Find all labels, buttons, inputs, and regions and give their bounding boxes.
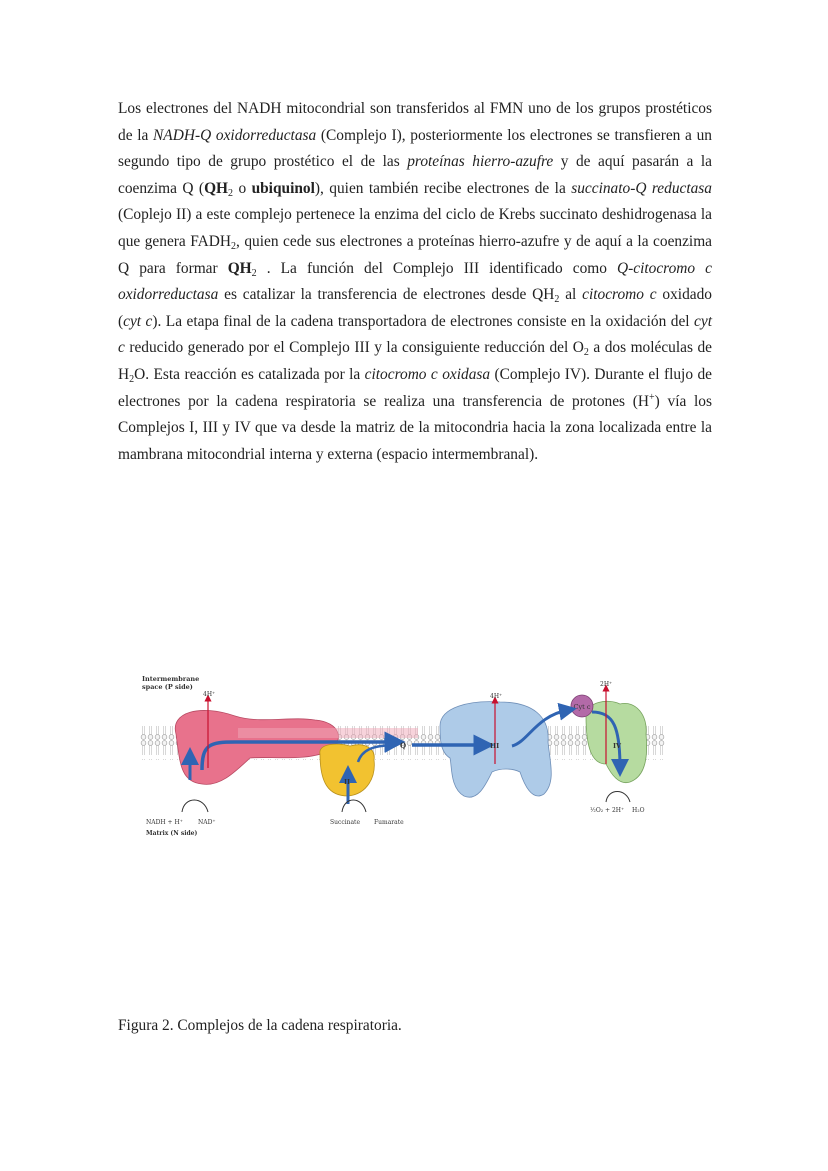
subscript: 2 [554,294,560,306]
label-protons-iv: 2H⁺ [600,681,613,688]
respiratory-chain-figure [140,672,670,847]
term-cyt-c: cyt c [118,312,712,357]
label-intermembrane: Intermembrane [142,675,200,683]
text-run: , quien cede sus electrones a proteínas hierro-azufre y de aquí a la coenzima Q para formar [118,232,713,277]
text-run: (Complejo IV). Durante el flujo de electrones por la cadena respiratoria se realiza una transferencia de protones (H [118,365,712,410]
term-nadh-q-oxidorreductasa: NADH-Q oxidorreductasa [153,126,317,144]
subscript: 2 [129,373,135,385]
text-run: ). La etapa final de la cadena transportadora de electrones consiste en la oxidación del [152,312,695,330]
label-o2-reaction: ½O₂ + 2H⁺ [590,807,625,814]
text-run: y de aquí pasarán a la coenzima Q ( [118,153,712,197]
term-citocromo-c-oxidasa: citocromo c oxidasa [364,365,491,383]
label-matrix: Matrix (N side) [146,830,198,837]
label-protons-iii: 4H⁺ [490,693,503,700]
label-intermembrane-side: space (P side) [142,683,193,691]
label-fumarate: Fumarate [374,819,404,826]
body-paragraph [118,96,712,468]
subscript: 2 [583,347,589,359]
term-qh2: QH [204,179,229,197]
text-run: o [233,179,252,197]
superscript: + [649,391,655,403]
subscript: 2 [251,267,257,279]
label-nad: NAD⁺ [198,819,216,826]
label-q: Q [400,741,407,750]
label-complex-iv: IV [613,742,622,750]
text-run: oxidado ( [118,286,712,330]
label-protons-i: 4H⁺ [203,691,216,698]
text-run: ), quien también recibe electrones de la [314,179,572,197]
term-ubiquinol: ubiquinol [251,179,315,197]
label-succinate: Succinate [330,819,361,826]
cyt-c-label: Cyt c [573,703,591,711]
label-nadh: NADH + H⁺ [146,819,183,826]
o2-curve [606,792,630,803]
term-proteinas-hierro-azufre: proteínas hierro-azufre [407,153,554,171]
term-citocromo-c: citocromo c [582,286,657,304]
text-run: . La función del Complejo III identificado como [256,259,618,277]
text-run: O. Esta reacción es catalizada por la [134,365,365,383]
term-q-citocromo-c: Q-citocromo c oxidorreductasa [118,259,712,304]
label-complex-ii: II [344,778,351,786]
text-run: (Coplejo II) a este complejo pertenece la enzima del ciclo de Krebs succinato deshidrogenasa la que genera FADH [118,206,712,250]
term-succinato-q-reductasa: succinato-Q reductasa [571,179,712,197]
succinate-curve [342,800,366,812]
text-run: a dos moléculas de H [118,339,712,383]
subscript: 2 [228,187,234,199]
text-run: es catalizar la transferencia de electrones desde QH [218,286,555,304]
text-run: reducido generado por el Complejo III y la consiguiente reducción del O [124,339,584,357]
text-run: (Complejo I), posteriormente los electrones se transfieren a un segundo tipo de grupo prostético el de las [118,126,712,171]
text-run: Los electrones del NADH mitocondrial son transferidos al FMN uno de los grupos prostéticos de la [118,100,712,144]
text-run: ) vía los Complejos I, III y IV que va desde la matriz de la mitocondria hacia la zona localizada entre la mambrana mitocondrial interna y externa (espacio intermembranal). [118,392,712,463]
subscript: 2 [231,240,236,252]
label-complex-iii: III [490,742,500,750]
nadh-curve [182,800,208,812]
cyt-c [571,695,593,717]
term-cyt-c: cyt c [123,312,153,330]
figure-caption: Figura 2. Complejos de la cadena respiratoria. [118,1017,402,1034]
text-run: al [559,286,583,304]
term-qh2: QH [227,259,252,277]
label-h2o: H₂O [632,807,645,814]
